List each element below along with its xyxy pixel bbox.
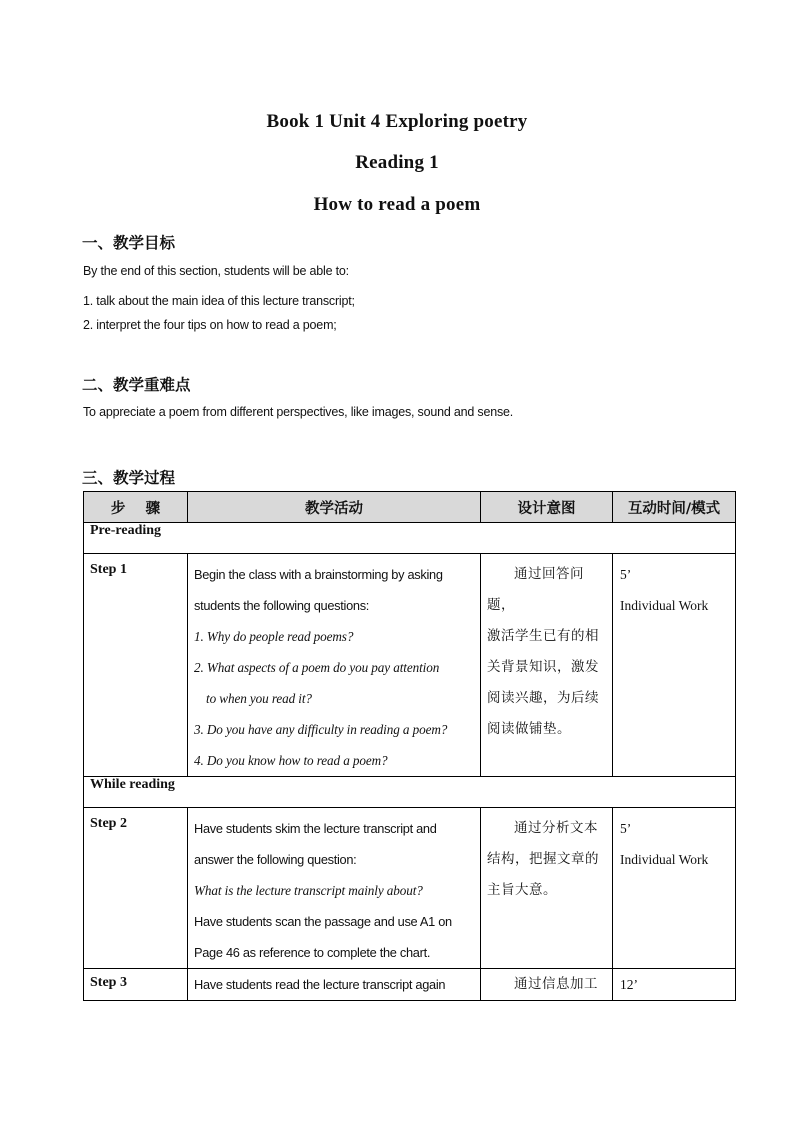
document-subtitle: Reading 1	[355, 152, 439, 173]
document-title: Book 1 Unit 4 Exploring poetry	[266, 111, 528, 132]
step-label: Step 3	[84, 969, 188, 1001]
focus-heading: 二、教学重难点	[82, 376, 191, 394]
time-value: 12’	[620, 977, 638, 992]
phase-row	[84, 777, 736, 808]
intent-line: 通过回答问题，	[487, 566, 584, 613]
activity-line: students the following questions:	[194, 598, 370, 613]
mode-value: Individual Work	[620, 598, 709, 613]
intent-line: 激活学生已有的相	[487, 628, 599, 644]
table-row	[84, 969, 736, 1001]
activity-line: Have students skim the lecture transcript and	[194, 821, 437, 836]
focus-text: To appreciate a poem from different perspectives, like images, sound and sense.	[83, 405, 514, 419]
table-row	[84, 808, 736, 969]
intent-line: 通过分析文本	[514, 820, 598, 836]
objectives-heading: 一、教学目标	[82, 234, 176, 252]
mode-value: Individual Work	[620, 852, 709, 867]
teaching-process-table	[83, 491, 736, 1001]
activity-question: What is the lecture transcript mainly about?	[194, 883, 423, 898]
intent-line: 阅读兴趣，为后续	[487, 690, 599, 706]
phase-label: Pre-reading	[84, 523, 736, 554]
activity-line: Page 46 as reference to complete the chart.	[194, 945, 431, 960]
activity-question: 4. Do you know how to read a poem?	[194, 753, 388, 768]
activity-line: Have students read the lecture transcript again	[194, 977, 446, 992]
time-value: 5’	[620, 821, 632, 836]
objectives-intro: By the end of this section, students will be able to:	[83, 264, 349, 278]
table-row	[84, 554, 736, 777]
column-header-activity: 教学活动	[188, 492, 481, 523]
activity-line: answer the following question:	[194, 852, 357, 867]
phase-row	[84, 523, 736, 554]
intent-cell	[481, 808, 613, 969]
activity-question: 1. Why do people read poems?	[194, 629, 354, 644]
time-value: 5’	[620, 567, 632, 582]
intent-line: 主旨大意。	[487, 882, 557, 898]
column-header-intent: 设计意图	[481, 492, 613, 523]
lesson-title: How to read a poem	[313, 194, 481, 215]
intent-line: 通过信息加工	[514, 976, 598, 992]
table-header-row	[84, 492, 736, 523]
intent-cell	[481, 969, 613, 1001]
activity-question: to when you read it?	[206, 691, 312, 706]
activity-cell	[188, 969, 481, 1001]
intent-line: 关背景知识，激发	[487, 659, 599, 675]
intent-line: 结构，把握文章的	[487, 851, 599, 867]
activity-cell	[188, 808, 481, 969]
intent-line: 阅读做铺垫。	[487, 721, 571, 737]
step-label: Step 2	[84, 808, 188, 969]
activity-line: Begin the class with a brainstorming by asking	[194, 567, 443, 582]
process-heading: 三、教学过程	[82, 469, 176, 487]
phase-label: While reading	[84, 777, 736, 808]
activity-question: 2. What aspects of a poem do you pay attention	[194, 660, 440, 675]
time-mode-cell	[613, 808, 736, 969]
column-header-time-mode: 互动时间/模式	[613, 492, 736, 523]
activity-cell	[188, 554, 481, 777]
activity-question: 3. Do you have any difficulty in reading a poem?	[194, 722, 448, 737]
time-mode-cell	[613, 969, 736, 1001]
step-label: Step 1	[84, 554, 188, 777]
intent-cell	[481, 554, 613, 777]
objective-item: 1. talk about the main idea of this lecture transcript;	[83, 294, 355, 308]
activity-line: Have students scan the passage and use A1 on	[194, 914, 452, 929]
objective-item: 2. interpret the four tips on how to read a poem;	[83, 318, 337, 332]
time-mode-cell	[613, 554, 736, 777]
column-header-step: 步 骤	[84, 492, 188, 523]
